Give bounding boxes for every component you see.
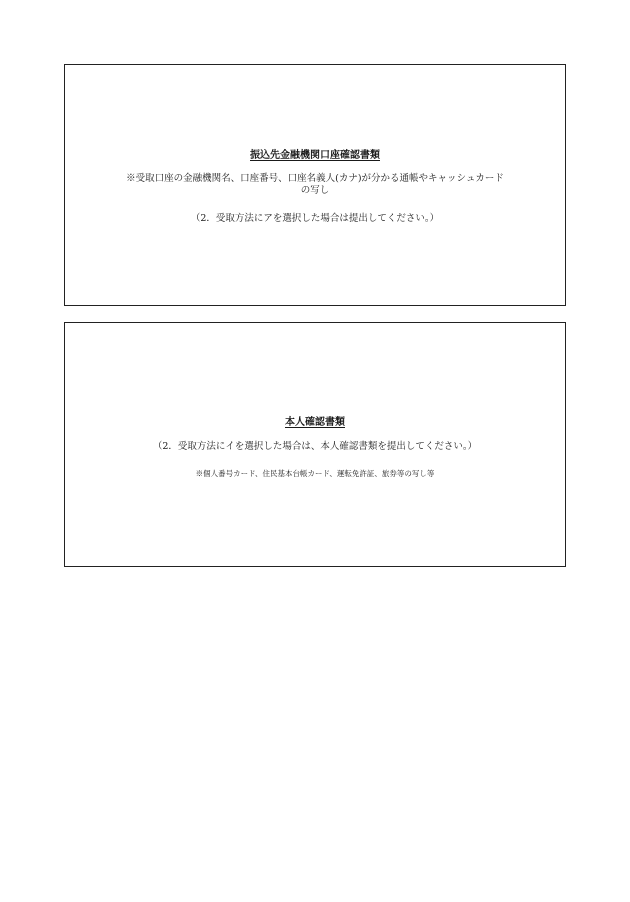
section-description: ※受取口座の金融機関名、口座番号、口座名義人(カナ)が分かる通帳やキャッシュカード <box>126 173 504 184</box>
section-instruction: （2．受取方法にアを選択した場合は提出してください。） <box>190 213 440 224</box>
section-title: 本人確認書類 <box>285 417 345 428</box>
section-instruction: （2．受取方法にイを選択した場合は、本人確認書類を提出してください。） <box>152 441 478 452</box>
section-description-cont: の写し <box>300 185 330 196</box>
identity-document-box <box>64 322 566 567</box>
section-note: ※個人番号カード、住民基本台帳カード、運転免許証、旅券等の写し等 <box>195 469 435 478</box>
bank-account-document-box <box>64 64 566 306</box>
section-title: 振込先金融機関口座確認書類 <box>250 150 380 161</box>
